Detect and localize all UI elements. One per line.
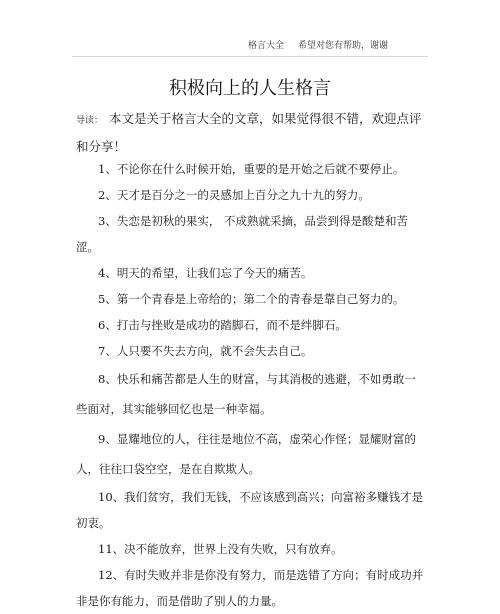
quote-item-7: 7、人只要不失去方向，就不会失去自己。 [98, 344, 313, 358]
header-divider [72, 56, 428, 57]
quote-item-9: 9、显耀地位的人，往往是地位不高，虚荣心作怪；显耀财富的人，往往口袋空空，是在自欺欺人。 [76, 432, 416, 476]
quote-list [76, 156, 426, 614]
intro-text: 本文是关于格言大全的文章，如果觉得很不错，欢迎点评和分享！ [76, 111, 422, 154]
quote-item-10: 10、我们贫穷，我们无钱，不应该感到高兴；向富裕多赚钱才是初衷。 [76, 490, 424, 530]
quote-item-3: 3、失恋是初秋的果实， 不成熟就采摘，品尝到得是酸楚和苦涩。 [76, 214, 408, 254]
document-title: 积极向上的人生格言 [169, 78, 331, 99]
intro-prefix: 导读： [76, 116, 104, 126]
header-site-name: 格言大全 [247, 41, 284, 51]
quote-item-12: 12、有时失败并非是你没有努力，而是选错了方向；有时成功并非是你有能力，而是借助了别人的力量。 [76, 568, 424, 608]
quote-item-5: 5、第一个青春是上帝给的；第二个的青春是靠自己努力的。 [98, 292, 405, 306]
quote-item-1: 1、不论你在什么时候开始，重要的是开始之后就不要停止。 [98, 162, 405, 176]
quote-item-6: 6、打击与挫败是成功的踏脚石，而不是绊脚石。 [98, 318, 347, 332]
quote-item-4: 4、明天的希望，让我们忘了今天的痛苦。 [98, 266, 313, 280]
page-header [248, 38, 388, 51]
quote-item-2: 2、天才是百分之一的灵感加上百分之九十九的努力。 [98, 188, 370, 202]
quote-item-8: 8、快乐和痛苦都是人生的财富，与其消极的逃避，不如勇敢一些面对，其实能够回忆也是一种幸福。 [76, 372, 416, 416]
header-thanks-text: 希望对您有帮助，谢谢 [297, 41, 388, 51]
quote-item-11: 11、决不能放弃，世界上没有失败，只有放弃。 [98, 542, 343, 556]
intro-paragraph [76, 106, 426, 160]
